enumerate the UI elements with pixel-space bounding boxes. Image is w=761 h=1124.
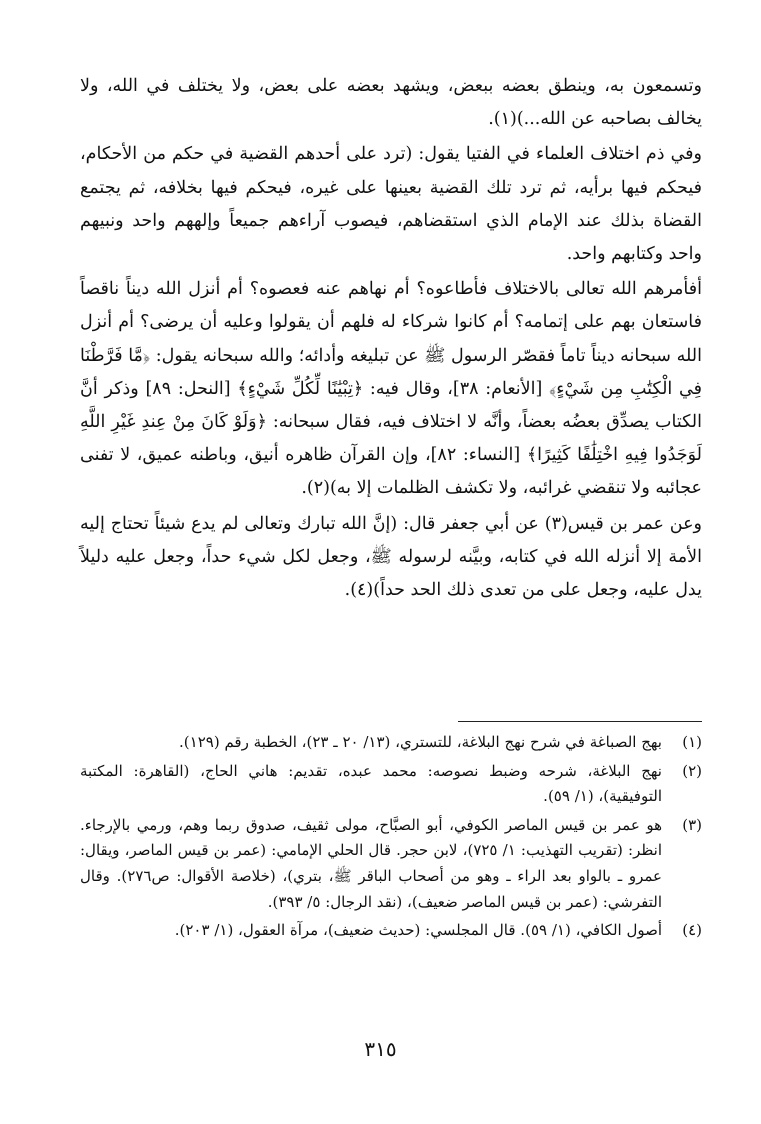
- paragraph-1: وتسمعون به، وينطق بعضه ببعض، ويشهد بعضه على بعض، ولا يختلف في الله، ولا يخالف بصاحبه عن الله...)(١).: [80, 76, 702, 130]
- footnote-text: نهج البلاغة، شرحه وضبط نصوصه: محمد عبده، تقديم: هاني الحاج، (القاهرة: المكتبة التوفيقية)، (١/ ٥٩).: [80, 761, 662, 806]
- footnote-number: (٣): [682, 815, 702, 834]
- paragraph-2: وفي ذم اختلاف العلماء في الفتيا يقول: (ترد على أحدهم القضية في حكم من الأحكام، فيحكم فيها برأيه، ثم ترد تلك القضية بعينها على غيره، فيحكم فيها بخلافه، ثم يجتمع القضاة بذلك عند الإمام الذي استقضاهم، فيصوب آراءهم جميعاً وإلههم واحد ونبيهم واحد وكتابهم واحد.: [80, 144, 702, 265]
- footnotes: [80, 730, 702, 947]
- footnote-separator: [458, 721, 702, 722]
- paragraph-4: وعن عمر بن قيس(٣) عن أبي جعفر قال: (إنَّ الله تبارك وتعالى لم يدع شيئاً تحتاج إليه الأمة إلا أنزله الله في كتابه، وبيَّنه لرسوله ﷺ، وجعل لكل شيء حداً، وجعل عليه دليلاً يدل عليه، وجعل على من تعدى ذلك الحد حداً)(٤).: [80, 513, 702, 601]
- footnote-item: [80, 730, 702, 756]
- footnote-number: (٤): [682, 921, 702, 940]
- footnote-item: [80, 813, 702, 915]
- footnote-text: أصول الكافي، (١/ ٥٩). قال المجلسي: (حديث ضعيف)، مرآة العقول، (١/ ٢٠٣).: [174, 921, 662, 940]
- footnote-text: بهج الصباغة في شرح نهج البلاغة، للتستري، (١٣/ ٢٠ ـ ٢٣)، الخطبة رقم (١٢٩).: [179, 733, 662, 751]
- footnote-number: (١): [682, 733, 702, 751]
- footnote-item: [80, 759, 702, 810]
- footnote-number: (٢): [682, 761, 702, 780]
- paragraph-3: أفأمرهم الله تعالى بالاختلاف فأطاعوه؟ أم نهاهم عنه فعصوه؟ أم أنزل الله ديناً ناقصاً فاستعان بهم على إتمامه؟ أم كانوا شركاء له فلهم أن يقولوا وعليه أن يرضى؟ أم أنزل الله سبحانه ديناً تاماً فقصّر الرسول ﷺ عن تبليغه وأدائه؛ والله سبحانه يقول: ﴿مَّا فَرَّطْنَا فِي الْكِتَٰبِ مِن شَيْءٍ﴾ [الأنعام: ٣٨]، وقال فيه: ﴿تِبْيَٰنًا لِّكُلِّ شَيْءٍ﴾ [النحل: ٨٩] وذكر أنَّ الكتاب يصدِّق بعضُه بعضاً، وأنَّه لا اختلاف فيه، فقال سبحانه: ﴿وَلَوْ كَانَ مِنْ عِندِ غَيْرِ اللَّهِ لَوَجَدُوا فِيهِ اخْتِلَٰفًا كَثِيرًا﴾ [النساء: ٨٢]، وإن القرآن ظاهره أنيق، وباطنه عميق، لا تفنى عجائبه ولا تنقضي غرائبه، ولا تكشف الظلمات إلا به)(٢).: [80, 279, 702, 499]
- footnote-item: [80, 918, 702, 944]
- main-text: [80, 70, 702, 607]
- footnote-text: هو عمر بن قيس الماصر الكوفي، أبو الصبَّاح، مولى ثقيف، صدوق ربما وهم، ورمي بالإرجاء. انظر: (تقريب التهذيب: ١/ ٧٢٥)، لابن حجر. قال الحلي الإمامي: (عمر بن قيس الماصر، ويقال: عمرو ـ بالواو بعد الراء ـ وهو من أصحاب الباقر ﷺ، بتري)، (خلاصة الأقوال: ص٢٧٦). وقال التفرشي: (عمر بن قيس الماصر ضعيف)، (نقد الرجال: ٥/ ٣٩٣).: [80, 815, 662, 911]
- page-number: ٣١٥: [364, 1037, 397, 1061]
